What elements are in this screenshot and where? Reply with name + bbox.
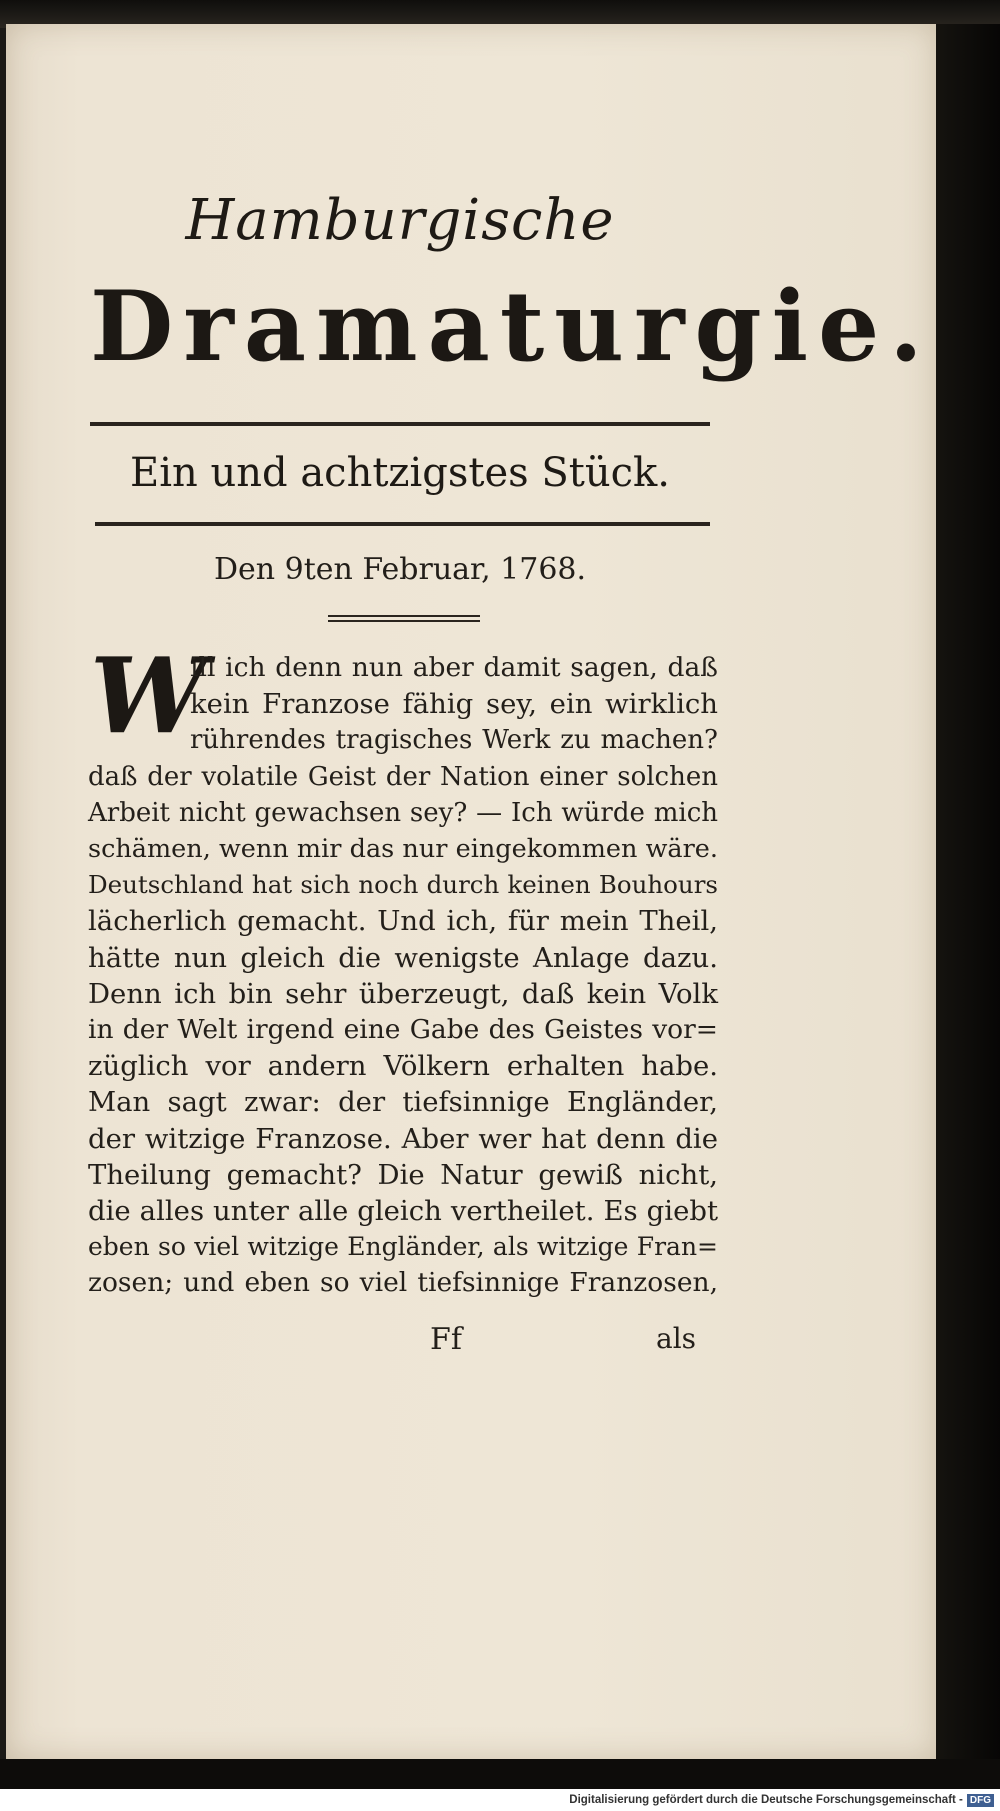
text-line: züglich vor andern Völkern erhalten habe.: [88, 1050, 718, 1083]
title-line-2: Dramaturgie.: [90, 270, 933, 383]
body-paragraph: [88, 650, 718, 1302]
catchword: als: [656, 1322, 697, 1355]
ornament-rule-lower: [328, 620, 480, 622]
text-line: ill ich denn nun aber damit sagen, daß: [190, 652, 718, 683]
text-line: der witzige Franzose. Aber wer hat denn die: [88, 1122, 718, 1155]
text-line: schämen, wenn mir das nur eingekommen wäre.: [88, 834, 718, 865]
dfg-logo-icon: DFG: [967, 1794, 994, 1807]
text-line: lächerlich gemacht. Und ich, für mein Theil,: [88, 905, 718, 938]
footer-credit: Digitalisierung gefördert durch die Deutsche Forschungsgemeinschaft -: [569, 1794, 963, 1806]
digitization-footer: [0, 1789, 1000, 1811]
text-line: hätte nun gleich die wenigste Anlage dazu.: [88, 941, 718, 974]
page-edge-shadow: [936, 24, 1000, 1759]
text-line: Denn ich bin sehr überzeugt, daß kein Volk: [88, 977, 718, 1010]
text-line: eben so viel witzige Engländer, als witzige Fran=: [88, 1232, 718, 1262]
text-line: rührendes tragisches Werk zu machen?: [190, 725, 718, 756]
signature-mark: Ff: [430, 1322, 462, 1357]
page-bottom-shadow: [0, 1759, 1000, 1789]
text-line: kein Franzose fähig sey, ein wirklich: [190, 688, 718, 721]
text-line: Arbeit nicht gewachsen sey? — Ich würde mich: [88, 797, 718, 828]
text-line: Deutschland hat sich noch durch keinen Bouhours: [88, 870, 718, 900]
title-divider-top: [90, 422, 710, 426]
title-divider-bottom: [95, 522, 710, 526]
section-title: Ein und achtzigstes Stück.: [130, 450, 670, 496]
dateline: Den 9ten Februar, 1768.: [213, 552, 587, 587]
text-line: Theilung gemacht? Die Natur gewiß nicht,: [88, 1158, 718, 1191]
ornament-rule-upper: [328, 615, 480, 617]
text-line: in der Welt irgend eine Gabe des Geistes vor=: [88, 1014, 718, 1046]
drop-cap: W: [90, 634, 207, 757]
title-line-1: Hamburgische: [185, 188, 615, 253]
text-line: daß der volatile Geist der Nation einer solchen: [88, 761, 718, 792]
text-line: die alles unter alle gleich vertheilet. Es giebt: [88, 1195, 718, 1228]
text-line: zosen; und eben so viel tiefsinnige Franzosen,: [88, 1267, 718, 1299]
text-line: Man sagt zwar: der tiefsinnige Engländer,: [88, 1086, 718, 1119]
